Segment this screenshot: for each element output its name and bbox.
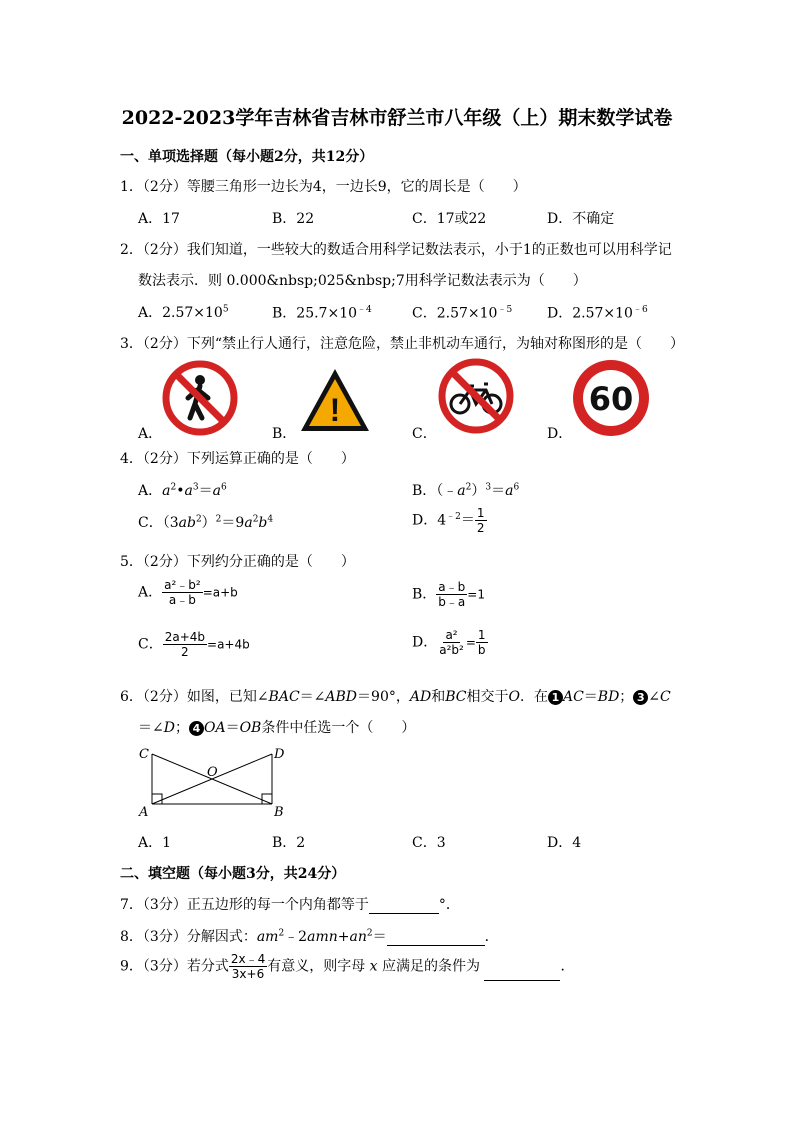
speed-limit-number: 60 <box>588 380 634 418</box>
q4-option-d[interactable]: D．$4^{﹣2}=$ $\frac{1}{2}$ <box>412 506 485 535</box>
warning-sign-icon[interactable] <box>298 365 372 435</box>
question-7: 7．（3分）正五边形的每一个内角都等于 °． <box>120 897 460 913</box>
q5-option-a[interactable]: A． $\frac{\text{a²﹣b²}}{a﹣b}$ =a+b <box>138 578 238 607</box>
q2-option-b[interactable]: B．$25.7\times 10^{﹣4}$ <box>272 305 372 322</box>
warning-exclamation-mark: ! <box>329 392 341 428</box>
q5-option-c[interactable]: C． $\frac{2a+4b}{2}$ =a+4b <box>138 630 250 659</box>
q8-answer-blank[interactable] <box>387 931 485 946</box>
circled-number-4: 4 <box>189 721 204 736</box>
section-heading-choice: 一、单项选择题（每小题2分，共12分） <box>120 149 374 165</box>
speed-limit-60-sign-icon[interactable] <box>571 358 651 438</box>
question-9: 9．（3分）若分式 $\frac{2x﹣4}{3x+6}$ 有意义，则字母 x 应满足的条件为 ． <box>120 952 575 981</box>
question-2-stem-line1: 2．（2分）我们知道，一些较大的数适合用科学记数法表示，小于1的正数也可以用科学记 <box>120 242 672 258</box>
q1-option-c[interactable]: C．17或22 <box>412 211 487 227</box>
q3-option-d-label[interactable]: D． <box>547 426 573 442</box>
label-a: A <box>139 805 149 820</box>
q1-option-b[interactable]: B．22 <box>272 211 315 227</box>
q4-option-a[interactable]: A．$a^2•a^3=a^6$ <box>138 482 227 499</box>
question-6-stem-line1: 6．（2分）如图，已知∠BAC＝∠ABD＝90°，AD和BC相交于O．在 1 AC＝BD； 3 ∠C <box>120 689 671 705</box>
question-6-stem-line2: ＝∠D； 4 OA＝OB条件中任选一个（ ） <box>138 720 416 736</box>
no-bicycle-sign-icon[interactable] <box>438 358 514 434</box>
question-2-stem-line2: 数法表示．则 0.000&nbsp;025&nbsp;7用科学记数法表示为（ ） <box>138 273 587 289</box>
question-4-stem: 4．（2分）下列运算正确的是（ ） <box>120 451 355 467</box>
q1-option-d[interactable]: D．不确定 <box>547 211 615 227</box>
q4-option-c[interactable]: C．$(3ab^2)^2=9a^2b^4$ <box>138 514 274 531</box>
page-title: 2022-2023学年吉林省吉林市舒兰市八年级（上）期末数学试卷 <box>121 107 673 129</box>
q1-option-a[interactable]: A．17 <box>138 211 180 227</box>
question-5-stem: 5．（2分）下列约分正确的是（ ） <box>120 554 355 570</box>
label-c: C <box>139 747 149 762</box>
q2-option-d[interactable]: D．$2.57\times 10^{﹣6}$ <box>547 305 648 322</box>
q7-answer-blank[interactable] <box>369 899 439 914</box>
label-d: D <box>274 747 285 762</box>
q5-option-b[interactable]: B． $\frac{a﹣b}{b﹣a}$ =1 <box>412 580 485 609</box>
label-b: B <box>274 805 284 820</box>
question-3-stem: 3．（2分）下列“禁止行人通行，注意危险，禁止非机动车通行，为轴对称图形的是（ ） <box>120 336 684 352</box>
q5-option-d[interactable]: D． $\frac{\text{a²}}{\text{a²b²}}$ = $\frac{1}{b}$ <box>412 628 486 657</box>
q6-option-d[interactable]: D．4 <box>547 835 582 851</box>
q6-geometry-figure <box>130 742 295 822</box>
question-1-stem: 1．（2分）等腰三角形一边长为4，一边长9，它的周长是（ ） <box>120 179 527 195</box>
q9-answer-blank[interactable] <box>484 966 560 981</box>
q2-option-c[interactable]: C．$2.57\times 10^{﹣5}$ <box>412 305 513 322</box>
label-o: O <box>207 765 218 780</box>
question-8: 8．（3分）分解因式：$am^2﹣2amn+an^2=$ ． <box>120 928 499 945</box>
q6-option-c[interactable]: C．3 <box>412 835 446 851</box>
circled-number-1: 1 <box>548 690 563 705</box>
q3-option-c-label[interactable]: C． <box>412 426 437 442</box>
q6-option-a[interactable]: A．1 <box>138 835 172 851</box>
q2-option-a[interactable]: A．$2.57\times 10^5$ <box>138 304 229 321</box>
q3-option-a-label[interactable]: A． <box>138 426 163 442</box>
section-heading-fill-in: 二、填空题（每小题3分，共24分） <box>120 866 346 882</box>
q4-option-b[interactable]: B．$(﹣a^2)^3=a^6$ <box>412 482 520 499</box>
q3-option-b-label[interactable]: B． <box>272 426 297 442</box>
q6-option-b[interactable]: B．2 <box>272 835 306 851</box>
circled-number-3: 3 <box>633 690 648 705</box>
no-pedestrian-sign-icon[interactable] <box>162 360 238 436</box>
